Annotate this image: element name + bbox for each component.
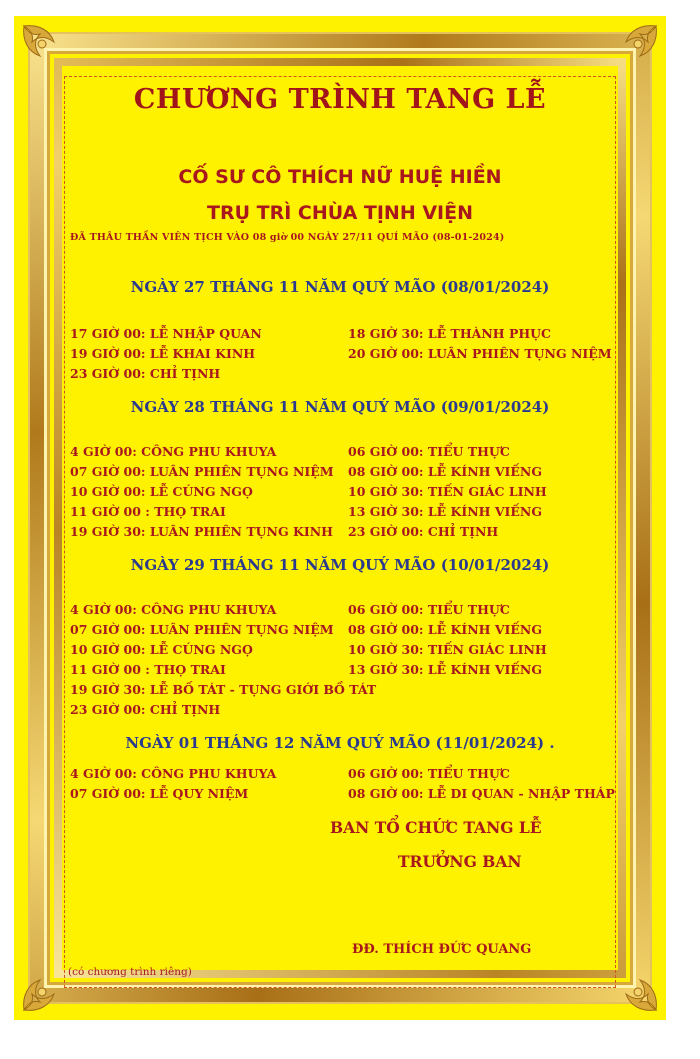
schedule-item: 13 GIỜ 30: LỄ KÍNH VIẾNG xyxy=(348,504,543,519)
schedule-item: 13 GIỜ 30: LỄ KÍNH VIẾNG xyxy=(348,662,543,677)
schedule-item: 08 GIỜ 00: LỄ KÍNH VIẾNG xyxy=(348,622,543,637)
signature-name: ĐĐ. THÍCH ĐỨC QUANG xyxy=(352,942,532,957)
schedule-item: 19 GIỜ 00: LỄ KHAI KINH xyxy=(70,346,256,361)
passing-notice: ĐÃ THÂU THẦN VIÊN TỊCH VÀO 08 giờ 00 NGÀY 27/11 QUÍ MÃO (08-01-2024) xyxy=(70,232,505,243)
schedule-item: 17 GIỜ 00: LỄ NHẬP QUAN xyxy=(70,326,262,341)
schedule-item: 4 GIỜ 00: CÔNG PHU KHUYA xyxy=(70,444,277,459)
ornament-corner-icon xyxy=(614,968,660,1014)
schedule-item: 10 GIỜ 00: LỄ CÚNG NGỌ xyxy=(70,484,253,499)
schedule-item: 23 GIỜ 00: CHỈ TỊNH xyxy=(348,524,499,539)
page-title: CHƯƠNG TRÌNH TANG LỄ xyxy=(133,84,547,115)
schedule-item: 23 GIỜ 00: CHỈ TỊNH xyxy=(70,366,221,381)
funeral-program-poster xyxy=(14,16,666,1020)
organizer-role: TRƯỞNG BAN xyxy=(398,852,522,871)
schedule-item: 07 GIỜ 00: LỄ QUY NIỆM xyxy=(70,786,249,801)
schedule-item: 10 GIỜ 30: TIẾN GIÁC LINH xyxy=(348,642,547,657)
schedule-item: 11 GIỜ 00 : THỌ TRAI xyxy=(70,504,226,519)
schedule-item: 10 GIỜ 30: TIẾN GIÁC LINH xyxy=(348,484,547,499)
schedule-item: 20 GIỜ 00: LUÂN PHIÊN TỤNG NIỆM xyxy=(348,346,612,361)
schedule-item: 19 GIỜ 30: LUÂN PHIÊN TỤNG KINH xyxy=(70,524,333,539)
ornament-corner-icon xyxy=(20,22,66,68)
footnote: (có chương trình riêng) xyxy=(68,966,192,978)
ornament-corner-icon xyxy=(20,968,66,1014)
schedule-item: 07 GIỜ 00: LUÂN PHIÊN TỤNG NIỆM xyxy=(70,622,334,637)
schedule-item: 11 GIỜ 00 : THỌ TRAI xyxy=(70,662,226,677)
day-heading: NGÀY 27 THÁNG 11 NĂM QUÝ MÃO (08/01/2024) xyxy=(130,278,550,296)
day-heading: NGÀY 28 THÁNG 11 NĂM QUÝ MÃO (09/01/2024) xyxy=(130,398,550,416)
day-heading: NGÀY 01 THÁNG 12 NĂM QUÝ MÃO (11/01/2024) . xyxy=(125,734,555,752)
honoree-role: TRỤ TRÌ CHÙA TỊNH VIỆN xyxy=(206,202,474,224)
schedule-item: 08 GIỜ 00: LỄ DI QUAN - NHẬP THÁP xyxy=(348,786,615,801)
schedule-item: 23 GIỜ 00: CHỈ TỊNH xyxy=(70,702,221,717)
schedule-item: 08 GIỜ 00: LỄ KÍNH VIẾNG xyxy=(348,464,543,479)
schedule-item: 18 GIỜ 30: LỄ THÀNH PHỤC xyxy=(348,326,551,341)
schedule-item: 10 GIỜ 00: LỄ CÚNG NGỌ xyxy=(70,642,253,657)
honoree-name: CỐ SƯ CÔ THÍCH NỮ HUỆ HIỀN xyxy=(178,166,502,188)
schedule-item: 06 GIỜ 00: TIỂU THỰC xyxy=(348,444,510,459)
organizer-title: BAN TỔ CHỨC TANG LỄ xyxy=(330,818,542,837)
day-heading: NGÀY 29 THÁNG 11 NĂM QUÝ MÃO (10/01/2024) xyxy=(130,556,550,574)
schedule-item: 19 GIỜ 30: LỄ BỐ TÁT - TỤNG GIỚI BỒ TÁT xyxy=(70,682,377,697)
schedule-item: 4 GIỜ 00: CÔNG PHU KHUYA xyxy=(70,602,277,617)
schedule-item: 4 GIỜ 00: CÔNG PHU KHUYA xyxy=(70,766,277,781)
schedule-item: 07 GIỜ 00: LUÂN PHIÊN TỤNG NIỆM xyxy=(70,464,334,479)
schedule-item: 06 GIỜ 00: TIỂU THỰC xyxy=(348,766,510,781)
schedule-item: 06 GIỜ 00: TIỂU THỰC xyxy=(348,602,510,617)
ornament-corner-icon xyxy=(614,22,660,68)
